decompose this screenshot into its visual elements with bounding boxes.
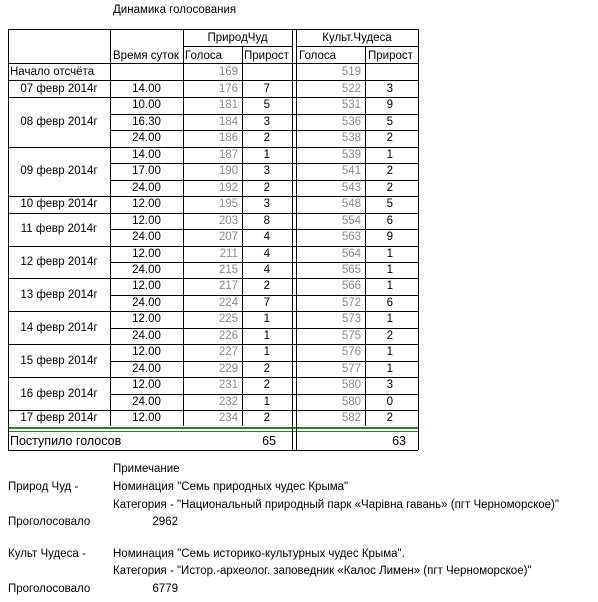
page-title: Динамика голосования — [113, 4, 237, 16]
cell-growth-cultural: 2 — [386, 132, 393, 145]
cell-growth-cultural: 1 — [386, 313, 393, 326]
cell-votes-natural: 176 — [218, 83, 238, 95]
cultural-wonders-label: Культ Чудеса - — [8, 548, 86, 560]
natural-wonders-nomination: Номинация "Семь природных чудес Крыма" — [113, 481, 349, 493]
cell-growth-natural: 1 — [263, 313, 270, 326]
header-time: Время суток — [113, 50, 179, 62]
cell-time: 12.00 — [132, 247, 161, 260]
cell-growth-cultural: 2 — [386, 412, 393, 424]
cell-votes-cultural: 536 — [341, 115, 361, 128]
cell-time: 12.00 — [132, 412, 161, 424]
cell-votes-natural: 187 — [218, 148, 238, 161]
cell-time: 24.00 — [132, 181, 161, 194]
cell-votes-cultural: 580 — [341, 379, 361, 392]
cell-votes-natural: 227 — [218, 346, 238, 359]
cell-growth-natural: 4 — [263, 263, 270, 276]
header-growth-natural: Прирост — [244, 50, 289, 62]
cell-votes-cultural: 575 — [341, 329, 361, 342]
cell-date: 10 февр 2014г — [20, 198, 98, 211]
cultural-wonders-voted-value: 6779 — [152, 583, 178, 595]
cell-time: 12.00 — [132, 346, 161, 359]
cell-votes-natural: 195 — [218, 198, 238, 211]
notes-title: Примечание — [113, 463, 180, 475]
cell-votes-natural: 186 — [218, 132, 238, 145]
cell-time: 12.00 — [132, 198, 161, 211]
cell-votes-cultural: 566 — [341, 280, 361, 293]
grid-line — [242, 46, 243, 426]
cultural-wonders-nomination: Номинация "Семь историко-культурных чудес Крыма". — [113, 548, 405, 560]
total-cultural: 63 — [392, 434, 406, 449]
cell-growth-cultural: 9 — [386, 231, 393, 244]
start-label: Начало отсчёта — [10, 66, 95, 78]
cell-votes-cultural: 522 — [341, 83, 361, 95]
cell-time: 12.00 — [132, 379, 161, 392]
grid-line — [418, 29, 419, 450]
cell-date: 12 февр 2014г — [20, 255, 98, 268]
cell-time: 24.00 — [132, 395, 161, 408]
cell-votes-natural: 231 — [218, 379, 238, 392]
cell-growth-natural: 2 — [263, 412, 270, 424]
cell-growth-natural: 5 — [263, 99, 270, 112]
cell-growth-cultural: 5 — [386, 198, 393, 211]
cell-growth-cultural: 3 — [386, 379, 393, 392]
header-group-cultural: Культ.Чудеса — [322, 32, 392, 44]
cell-votes-natural: 207 — [218, 231, 238, 244]
cell-growth-cultural: 6 — [386, 296, 393, 309]
grid-line — [8, 431, 418, 432]
cell-votes-natural: 234 — [218, 412, 238, 424]
cell-growth-natural: 8 — [263, 214, 270, 227]
grid-line — [8, 80, 418, 81]
cell-growth-cultural: 5 — [386, 115, 393, 128]
cell-growth-cultural: 1 — [386, 346, 393, 359]
cell-time: 10.00 — [132, 99, 161, 112]
cell-growth-cultural: 1 — [386, 362, 393, 375]
natural-wonders-label: Природ Чуд - — [8, 481, 79, 493]
grid-line — [292, 29, 293, 450]
cell-growth-cultural: 9 — [386, 99, 393, 112]
cell-time: 24.00 — [132, 362, 161, 375]
cell-date: 14 февр 2014г — [20, 321, 98, 334]
cell-date: 11 февр 2014г — [20, 223, 98, 236]
cell-votes-natural: 225 — [218, 313, 238, 326]
cell-votes-natural: 224 — [218, 296, 238, 309]
grid-line — [296, 46, 418, 47]
grid-line — [8, 63, 418, 64]
cell-time: 14.00 — [132, 148, 161, 161]
cell-growth-cultural: 1 — [386, 247, 393, 260]
cell-time: 17.00 — [132, 165, 161, 178]
cell-growth-natural: 3 — [263, 165, 270, 178]
cell-votes-cultural: 531 — [341, 99, 361, 112]
natural-wonders-voted-label: Проголосовало — [8, 516, 91, 528]
cell-growth-natural: 2 — [263, 181, 270, 194]
cell-growth-cultural: 1 — [386, 280, 393, 293]
cell-time: 14.00 — [132, 83, 161, 95]
start-votes-natural: 169 — [218, 66, 238, 78]
grid-line — [365, 46, 366, 426]
cell-growth-cultural: 0 — [386, 395, 393, 408]
header-votes-cultural: Голоса — [299, 50, 336, 62]
cell-growth-natural: 3 — [263, 115, 270, 128]
cell-growth-natural: 3 — [263, 198, 270, 211]
cell-growth-cultural: 1 — [386, 263, 393, 276]
cell-votes-cultural: 577 — [341, 362, 361, 375]
cell-growth-natural: 1 — [263, 395, 270, 408]
cell-growth-natural: 7 — [263, 296, 270, 309]
natural-wonders-voted-value: 2962 — [152, 516, 178, 528]
grid-line — [8, 29, 9, 450]
cell-time: 24.00 — [132, 329, 161, 342]
cell-date: 15 февр 2014г — [20, 354, 98, 367]
cell-votes-natural: 229 — [218, 362, 238, 375]
cell-time: 12.00 — [132, 313, 161, 326]
cell-votes-natural: 184 — [218, 115, 238, 128]
cell-votes-cultural: 538 — [341, 132, 361, 145]
cell-votes-cultural: 563 — [341, 231, 361, 244]
cell-time: 24.00 — [132, 263, 161, 276]
cell-date: 08 февр 2014г — [20, 116, 98, 129]
grid-line — [296, 29, 297, 450]
cell-votes-cultural: 554 — [341, 214, 361, 227]
cell-date: 17 февр 2014г — [20, 412, 98, 425]
grid-line — [183, 46, 292, 47]
cell-growth-cultural: 2 — [386, 181, 393, 194]
cell-votes-cultural: 564 — [341, 247, 361, 260]
cell-growth-natural: 1 — [263, 346, 270, 359]
cell-votes-cultural: 576 — [341, 346, 361, 359]
cell-growth-natural: 2 — [263, 280, 270, 293]
cell-votes-cultural: 565 — [341, 263, 361, 276]
cell-votes-cultural: 543 — [341, 181, 361, 194]
header-growth-cultural: Прирост — [368, 50, 413, 62]
cell-votes-natural: 217 — [218, 280, 238, 293]
cell-votes-natural: 190 — [218, 165, 238, 178]
cell-time: 12.00 — [132, 280, 161, 293]
cell-votes-cultural: 580 — [341, 395, 361, 408]
cell-growth-natural: 4 — [263, 247, 270, 260]
cell-growth-natural: 2 — [263, 362, 270, 375]
cell-growth-natural: 7 — [263, 83, 270, 95]
cell-time: 24.00 — [132, 132, 161, 145]
cultural-wonders-voted-label: Проголосовало — [8, 583, 91, 595]
cell-growth-cultural: 6 — [386, 214, 393, 227]
cell-growth-cultural: 1 — [386, 148, 393, 161]
grid-line — [183, 29, 184, 426]
cell-votes-natural: 215 — [218, 263, 238, 276]
cell-growth-natural: 2 — [263, 379, 270, 392]
cell-votes-cultural: 541 — [341, 165, 361, 178]
cell-time: 24.00 — [132, 296, 161, 309]
grid-line — [110, 29, 111, 426]
cell-date: 13 февр 2014г — [20, 288, 98, 301]
cell-date: 09 февр 2014г — [20, 165, 98, 178]
cell-votes-natural: 203 — [218, 214, 238, 227]
cell-votes-cultural: 539 — [341, 148, 361, 161]
cell-growth-cultural: 3 — [386, 83, 393, 95]
total-label: Поступило голосов — [10, 434, 122, 449]
cell-growth-cultural: 2 — [386, 329, 393, 342]
cell-growth-natural: 1 — [263, 148, 270, 161]
natural-wonders-category: Категория - "Национальный природный парк «Чарівна гавань» (пгт Черноморское)" — [113, 499, 559, 511]
start-votes-cultural: 519 — [341, 66, 361, 78]
cell-growth-natural: 1 — [263, 329, 270, 342]
header-group-natural: ПриродЧуд — [207, 32, 268, 44]
cell-growth-natural: 4 — [263, 231, 270, 244]
cell-date: 07 февр 2014г — [20, 83, 98, 96]
cell-votes-natural: 226 — [218, 329, 238, 342]
cell-votes-natural: 211 — [219, 247, 238, 260]
cell-time: 12.00 — [132, 214, 161, 227]
cell-votes-cultural: 548 — [341, 198, 361, 211]
grid-line — [8, 29, 418, 30]
grid-line — [8, 427, 418, 429]
grid-line — [8, 450, 418, 451]
cell-date: 16 февр 2014г — [20, 387, 98, 400]
cell-time: 16.30 — [132, 115, 161, 128]
cell-votes-natural: 181 — [218, 99, 238, 112]
cell-growth-cultural: 2 — [386, 165, 393, 178]
cultural-wonders-category: Категория - "Истор.-археолог. заповедник «Калос Лимен» (пгт Черноморское)" — [113, 565, 532, 577]
total-natural: 65 — [262, 434, 276, 449]
cell-growth-natural: 2 — [263, 132, 270, 145]
cell-time: 24.00 — [132, 231, 161, 244]
cell-votes-natural: 192 — [218, 181, 238, 194]
cell-votes-cultural: 582 — [341, 412, 361, 424]
cell-votes-cultural: 573 — [341, 313, 361, 326]
cell-votes-cultural: 572 — [341, 296, 361, 309]
cell-votes-natural: 232 — [218, 395, 238, 408]
header-votes-natural: Голоса — [185, 50, 222, 62]
